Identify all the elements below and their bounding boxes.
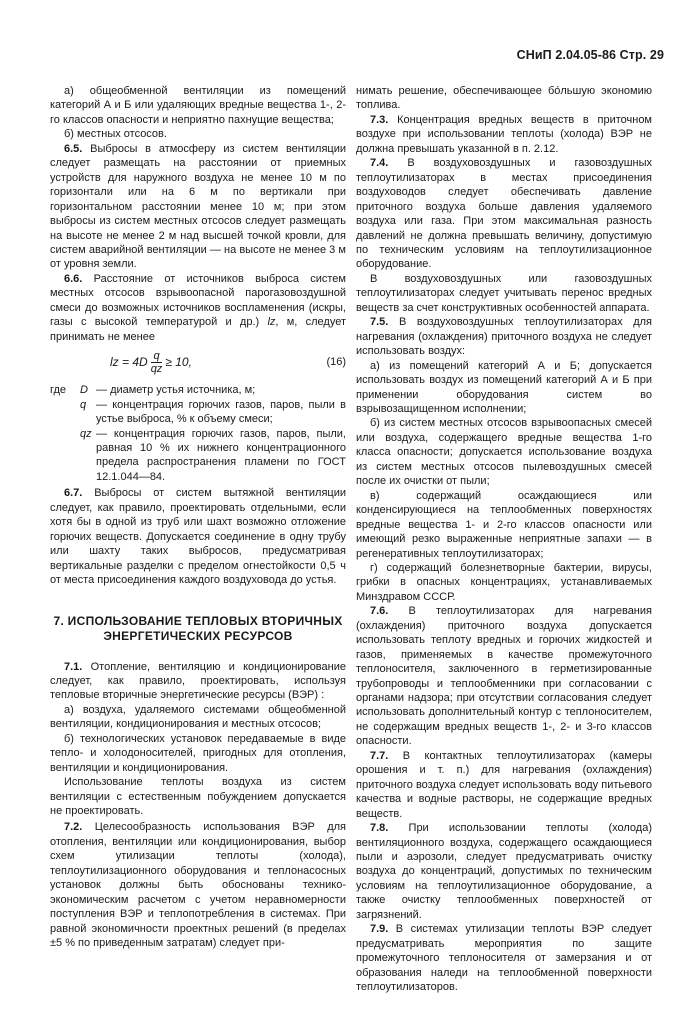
clause-text: Отопление, вентиляцию и кондиционирование следует, как правило, проектировать, используя тепловые вторичные энергетические ресурсы (ВЭР) : <box>50 660 346 702</box>
clause-number: 6.6. <box>64 272 83 285</box>
clause-text: Выбросы в атмосферу из систем вентиляции следует размещать на расстоянии от приемных устройств для наружного воздуха не менее 10 м по горизонтали или на 6 м по вертикали при горизонтальном расстоянии менее 10 м; при этом выбросы из систем местных отсосов следует размещать на высоте не менее 2 м над высшей точкой кровли, для систем аварийной вентиляции — на высоте не менее 3 м от уровня земли. <box>50 142 346 271</box>
paragraph-7-1-c: Использование теплоты воздуха из систем вентиляции с естественным побуждением допускается не проектировать. <box>50 776 346 818</box>
paragraph-6-6 <box>50 272 346 344</box>
definition-symbol: qz <box>80 427 92 440</box>
section-title-line-1: 7. ИСПОЛЬЗОВАНИЕ ТЕПЛОВЫХ ВТОРИЧНЫХ <box>53 613 343 628</box>
paragraph-7-4 <box>356 156 652 272</box>
section-title <box>50 614 346 644</box>
clause-text: Целесообразность использования ВЭР для отопления, вентиляции или кондиционирования, выбор схем утилизации теплоты (холода), теплоутилизационного оборудования и теплонасосных установок должны быть обоснованы технико-экономическим расчетом с учетом неравномерности поступления ВЭР и теплопотребления в системах. При равной экономичности проектных решений (в пределах ±5 % по приведенным затратам) следует при- <box>50 821 346 950</box>
clause-number: 7.5. <box>370 316 389 329</box>
where-word: где <box>50 384 67 397</box>
definition-text-body: концентрация горючих газов, паров, пыли, равная 10 % их нижнего концентрационного предела распространения пламени по ГОСТ 12.1.044—84. <box>96 427 346 483</box>
paragraph-6-4-b: б) местных отсосов. <box>64 128 167 141</box>
formula-rhs: ≥ 10, <box>165 355 192 370</box>
right-column <box>356 84 652 995</box>
clause-text: В контактных теплоутилизаторах (камеры орошения и т. п.) для нагревания (охлаждения) приточного воздуха следует использовать воду питьевого качества и водные растворы, не содержащие вредных веществ. <box>356 749 652 820</box>
clause-text: При использовании теплоты (холода) вентиляционного воздуха, содержащего осаждающиеся пыли и аэрозоли, следует предусматривать очистку воздуха до концентраций, допустимых по техническим условиям на теплоутилизационное оборудование, а также очистку теплообменных поверхностей от загрязнений. <box>356 822 652 921</box>
clause-text: Выбросы от систем вытяжной вентиляции следует, как правило, проектировать отдельными, если хотя бы в одной из труб или шахт возможно отложение горючих веществ. Допускается соединение в одну трубу или шахту таких выбросов, предусматривая вертикальные разделки с пределом огнестойкости 0,5 ч от места присоединения каждого воздуховода до устья. <box>50 487 346 587</box>
clause-text: В системах утилизации теплоты ВЭР следует предусматривать мероприятия по защите промежуточного теплоносителя от замерзания и от образования наледи на теплообменной поверхности теплоутилизаторов. <box>356 923 652 994</box>
definition-text: — концентрация горючих газов, паров, пыли в устье выброса, % к объему смеси; <box>96 398 346 426</box>
paragraph-7-5-d: г) содержащий болезнетворные бактерии, вирусы, грибки в опасных концентрациях, устанавливаемых Минздравом СССР. <box>356 561 652 603</box>
paragraph-7-5-a: а) из помещений категорий А и Б; допускается использовать воздух из помещений категорий А и Б при применении оборудования систем во взрывозащищенном исполнении; <box>356 359 652 415</box>
paragraph-7-5 <box>356 315 652 358</box>
paragraph-6-4-a: а) общеобменной вентиляции из помещений категорий А и Б или удаляющих вредные вещества 1-, 2-го классов опасности и неприятно пахнущие вещества; <box>50 85 346 126</box>
formula-number: (16) <box>326 356 346 369</box>
definition-text-body: концентрация горючих газов, паров, пыли в устье выброса, % к объему смеси; <box>96 398 346 426</box>
definition-text-body: диаметр устья источника, м; <box>110 384 256 397</box>
left-column <box>50 84 346 951</box>
paragraph-7-1-a: а) воздуха, удаляемого системами общеобменной вентиляции, кондиционирования и местных отсосов; <box>50 703 346 731</box>
clause-number: 7.4. <box>370 157 389 170</box>
paragraph-7-2-continued: нимать решение, обеспечивающее бо́льшую экономию топлива. <box>356 85 652 112</box>
clause-text-tail: , м, следует принимать не менее <box>50 316 346 343</box>
fraction-denominator: qz <box>150 363 163 376</box>
page-header: СНиП 2.04.05-86 Стр. 29 <box>516 48 664 62</box>
section-title-line-2: ЭНЕРГЕТИЧЕСКИХ РЕСУРСОВ <box>103 628 293 643</box>
clause-text: В теплоутилизаторах для нагревания (охлаждения) приточного воздуха допускается использовать теплоту вредных и горючих жидкостей и газов, применяемых в качестве промежуточного теплоносителя, заключенного в герметизированные трубопроводы и теплообменники при согласовании с органами надзора; при отсутствии согласования следует использовать дополнительный контур с теплоносителем, не содержащим вредных веществ 1-, 2- и 3-го классов опасности. <box>356 605 652 748</box>
clause-number: 7.6. <box>370 605 389 618</box>
paragraph-7-3 <box>356 113 652 156</box>
clause-number: 6.7. <box>64 487 83 500</box>
clause-text: В воздуховоздушных теплоутилизаторах для нагревания (охлаждения) приточного воздуха не следует использовать воздух: <box>356 316 652 358</box>
formula-16 <box>50 350 346 375</box>
symbol-lz: lz <box>267 316 276 329</box>
paragraph-7-1 <box>50 660 346 703</box>
formula-expression <box>110 350 192 375</box>
clause-text: Расстояние от источников выброса систем местных отсосов взрывоопасной парогазовоздушной смеси до возможных источников воспламенения (искры, газы с высокой температурой и др.) <box>50 272 346 329</box>
paragraph-7-1-b: б) технологических установок передаваемые в виде тепло- и холодоносителей, пригодных для отопления, вентиляции и кондиционирования. <box>50 732 346 774</box>
paragraph-7-2 <box>50 820 346 950</box>
definition-symbol: q <box>80 398 87 411</box>
definition-text: — диаметр устья источника, м; <box>96 384 256 397</box>
paragraph-7-4-b: В воздуховоздушных или газовоздушных теплоутилизаторах следует учитывать перенос вредных веществ за счет конструктивных особенностей аппарата. <box>356 272 652 314</box>
clause-number: 7.3. <box>370 113 389 126</box>
symbol-definitions <box>50 383 346 484</box>
paragraph-7-6 <box>356 604 652 749</box>
clause-number: 7.7. <box>370 749 389 762</box>
clause-text: В воздуховоздушных и газовоздушных теплоутилизаторах в местах присоединения воздуховодов следует обеспечивать давление приточного воздуха больше давления удаляемого воздуха или газа. При этом максимальная разность давлений не должна превышать величину, допустимую по техническим условиям на теплоутилизационное оборудование. <box>356 157 652 271</box>
clause-number: 7.9. <box>370 923 389 936</box>
paragraph-6-5 <box>50 142 346 272</box>
paragraph-7-8 <box>356 821 652 922</box>
formula-lhs: lz = 4D <box>110 355 148 370</box>
definition-symbol: D <box>80 384 88 397</box>
formula-fraction <box>151 350 163 375</box>
paragraph-7-5-c: в) содержащий осаждающиеся или конденсирующиеся на теплообменных поверхностях вредные вещества 1- и 2-го классов опасности или имеющий резко выраженные неприятные запахи — в регенеративных теплоутилизаторах; <box>356 489 652 560</box>
paragraph-7-7 <box>356 749 652 821</box>
paragraph-6-7 <box>50 486 346 587</box>
clause-number: 7.8. <box>370 822 389 835</box>
clause-number: 7.1. <box>64 660 83 673</box>
clause-number: 7.2. <box>64 821 83 834</box>
paragraph-7-9 <box>356 922 652 994</box>
fraction-numerator: q <box>153 350 160 363</box>
paragraph-7-5-b: б) из систем местных отсосов взрывоопасных смесей или воздуха, содержащего вредные вещества 1-го класса опасности; допускается использование воздуха из систем местных отсосов пылевоздушных смесей после их очистки от пыли; <box>356 417 652 488</box>
clause-number: 6.5. <box>64 142 83 155</box>
definition-text: — концентрация горючих газов, паров, пыли, равная 10 % их нижнего концентрационного предела распространения пламени по ГОСТ 12.1.044—84. <box>96 427 346 483</box>
clause-text: Концентрация вредных веществ в приточном воздухе при использовании теплоты (холода) ВЭР не должна превышать указанной в п. 2.12. <box>356 113 652 155</box>
